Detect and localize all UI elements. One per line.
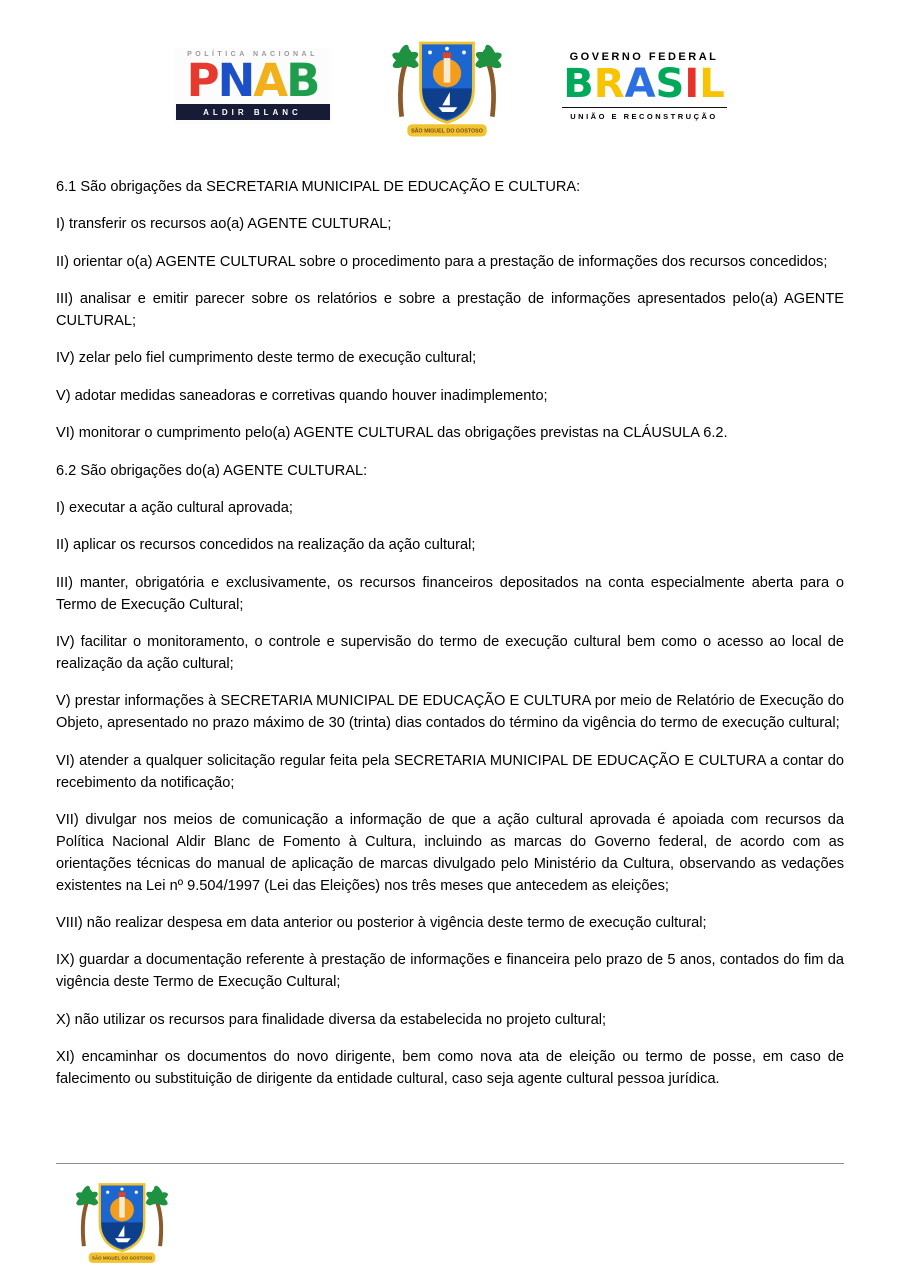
paragraph: I) executar a ação cultural aprovada; xyxy=(56,500,293,517)
document-header xyxy=(0,0,900,145)
brand-letter: A xyxy=(253,53,287,107)
paragraph: VII) divulgar nos meios de comunicação a informação de que a ação cultural aprovada é apoiada com recursos da Política Nacional Aldir Blanc de Fomento à Cultura, incluindo as marcas do Governo federal, de acordo com as orientações técnicas do manual de aplicação de marcas divulgado pelo Ministério da Cultura, observando as vedações existentes na Lei nº 9.504/1997 (Lei das Eleições) nos três meses que antecedem as eleições; xyxy=(56,811,844,894)
paragraph: X) não utilizar os recursos para finalidade diversa da estabelecida no projeto cultural; xyxy=(56,1011,607,1028)
brand-letter: N xyxy=(217,53,254,107)
pnab-bottom-label: ALDIR BLANC xyxy=(176,104,330,120)
brand-letter: P xyxy=(186,53,218,107)
star xyxy=(106,1191,109,1194)
paragraph: V) prestar informações à SECRETARIA MUNICIPAL DE EDUCAÇÃO E CULTURA por meio de Relatório de Execução do Objeto, apresentado no prazo máximo de 30 (trinta) dias contados do término da vigência do termo de execução cultural; xyxy=(56,693,844,732)
star xyxy=(120,1187,123,1190)
paragraph: VI) atender a qualquer solicitação regular feita pela SECRETARIA MUNICIPAL DE EDUCAÇÃO E CULTURA a contar do recebimento da notificação; xyxy=(56,752,844,791)
brand-letter: L xyxy=(699,60,725,107)
lighthouse xyxy=(443,56,450,82)
municipal-coat-of-arms-icon xyxy=(376,26,518,145)
palm-trunk-right xyxy=(157,1202,161,1246)
paragraph: IV) facilitar o monitoramento, o controle e supervisão do termo de execução cultural bem como o acesso ao local de realização da ação cultural; xyxy=(56,634,844,672)
gov-top-label: GOVERNO FEDERAL xyxy=(569,50,719,63)
lighthouse-top xyxy=(118,1192,125,1197)
paragraph: 6.1 São obrigações da SECRETARIA MUNICIPAL DE EDUCAÇÃO E CULTURA: xyxy=(56,179,581,195)
brand-letter: S xyxy=(655,60,685,107)
paragraph: VIII) não realizar despesa em data anterior ou posterior à vigência deste termo de execução cultural; xyxy=(56,914,707,931)
paragraph: IX) guardar a documentação referente à prestação de informações e financeira pelo prazo de 5 anos, contados do fim da vigência deste Termo de Execução Cultural; xyxy=(56,952,844,991)
paragraph: III) manter, obrigatória e exclusivamente, os recursos financeiros depositados na conta especialmente aberta para o Termo de Execução Cultural; xyxy=(56,574,844,613)
star xyxy=(445,47,449,51)
brand-letter: R xyxy=(593,60,625,107)
governo-federal-logo xyxy=(562,51,727,121)
document-body xyxy=(56,177,844,1091)
star xyxy=(428,51,432,55)
brasil-wordmark xyxy=(562,60,727,107)
lighthouse-top xyxy=(442,52,451,58)
paragraph: II) aplicar os recursos concedidos na realização da ação cultural; xyxy=(56,537,476,554)
brand-letter: B xyxy=(563,60,594,107)
pnab-logo xyxy=(174,47,332,125)
municipal-coat-of-arms-icon xyxy=(62,1170,182,1270)
palm-trunk-left xyxy=(400,64,405,117)
star xyxy=(135,1191,138,1194)
palm-trunk-right xyxy=(488,64,493,117)
brand-letter: I xyxy=(684,60,700,107)
lighthouse xyxy=(119,1195,125,1217)
paragraph: I) transferir os recursos ao(a) AGENTE CULTURAL; xyxy=(56,216,392,233)
paragraph: II) orientar o(a) AGENTE CULTURAL sobre o procedimento para a prestação de informações dos recursos concedidos; xyxy=(56,253,828,270)
brand-letter: A xyxy=(624,60,656,107)
banner-text: SÃO MIGUEL DO GOSTOSO xyxy=(91,1256,156,1262)
gov-bottom-label: UNIÃO E RECONSTRUÇÃO xyxy=(562,107,727,121)
paragraph: VI) monitorar o cumprimento pelo(a) AGENTE CULTURAL das obrigações previstas na CLÁUSULA 6.2. xyxy=(56,425,728,442)
star xyxy=(462,51,466,55)
palm-trunk-left xyxy=(83,1202,87,1246)
paragraph: III) analisar e emitir parecer sobre os relatórios e sobre a prestação de informações apresentados pelo(a) AGENTE CULTURAL; xyxy=(56,291,844,330)
pnab-top-label: POLÍTICA NACIONAL xyxy=(187,50,318,58)
paragraph: IV) zelar pelo fiel cumprimento deste termo de execução cultural; xyxy=(56,350,477,367)
paragraph: XI) encaminhar os documentos do novo dirigente, bem como nova ata de eleição ou termo de posse, em caso de falecimento ou substituição de dirigente da entidade cultural, caso seja agente cultural pessoa jurídica. xyxy=(56,1049,844,1087)
document-footer xyxy=(56,1163,844,1270)
banner-text: SÃO MIGUEL DO GOSTOSO xyxy=(410,128,487,135)
paragraph: 6.2 São obrigações do(a) AGENTE CULTURAL: xyxy=(56,462,368,479)
brand-letter: B xyxy=(286,53,319,107)
paragraph: V) adotar medidas saneadoras e corretivas quando houver inadimplemento; xyxy=(56,387,548,404)
